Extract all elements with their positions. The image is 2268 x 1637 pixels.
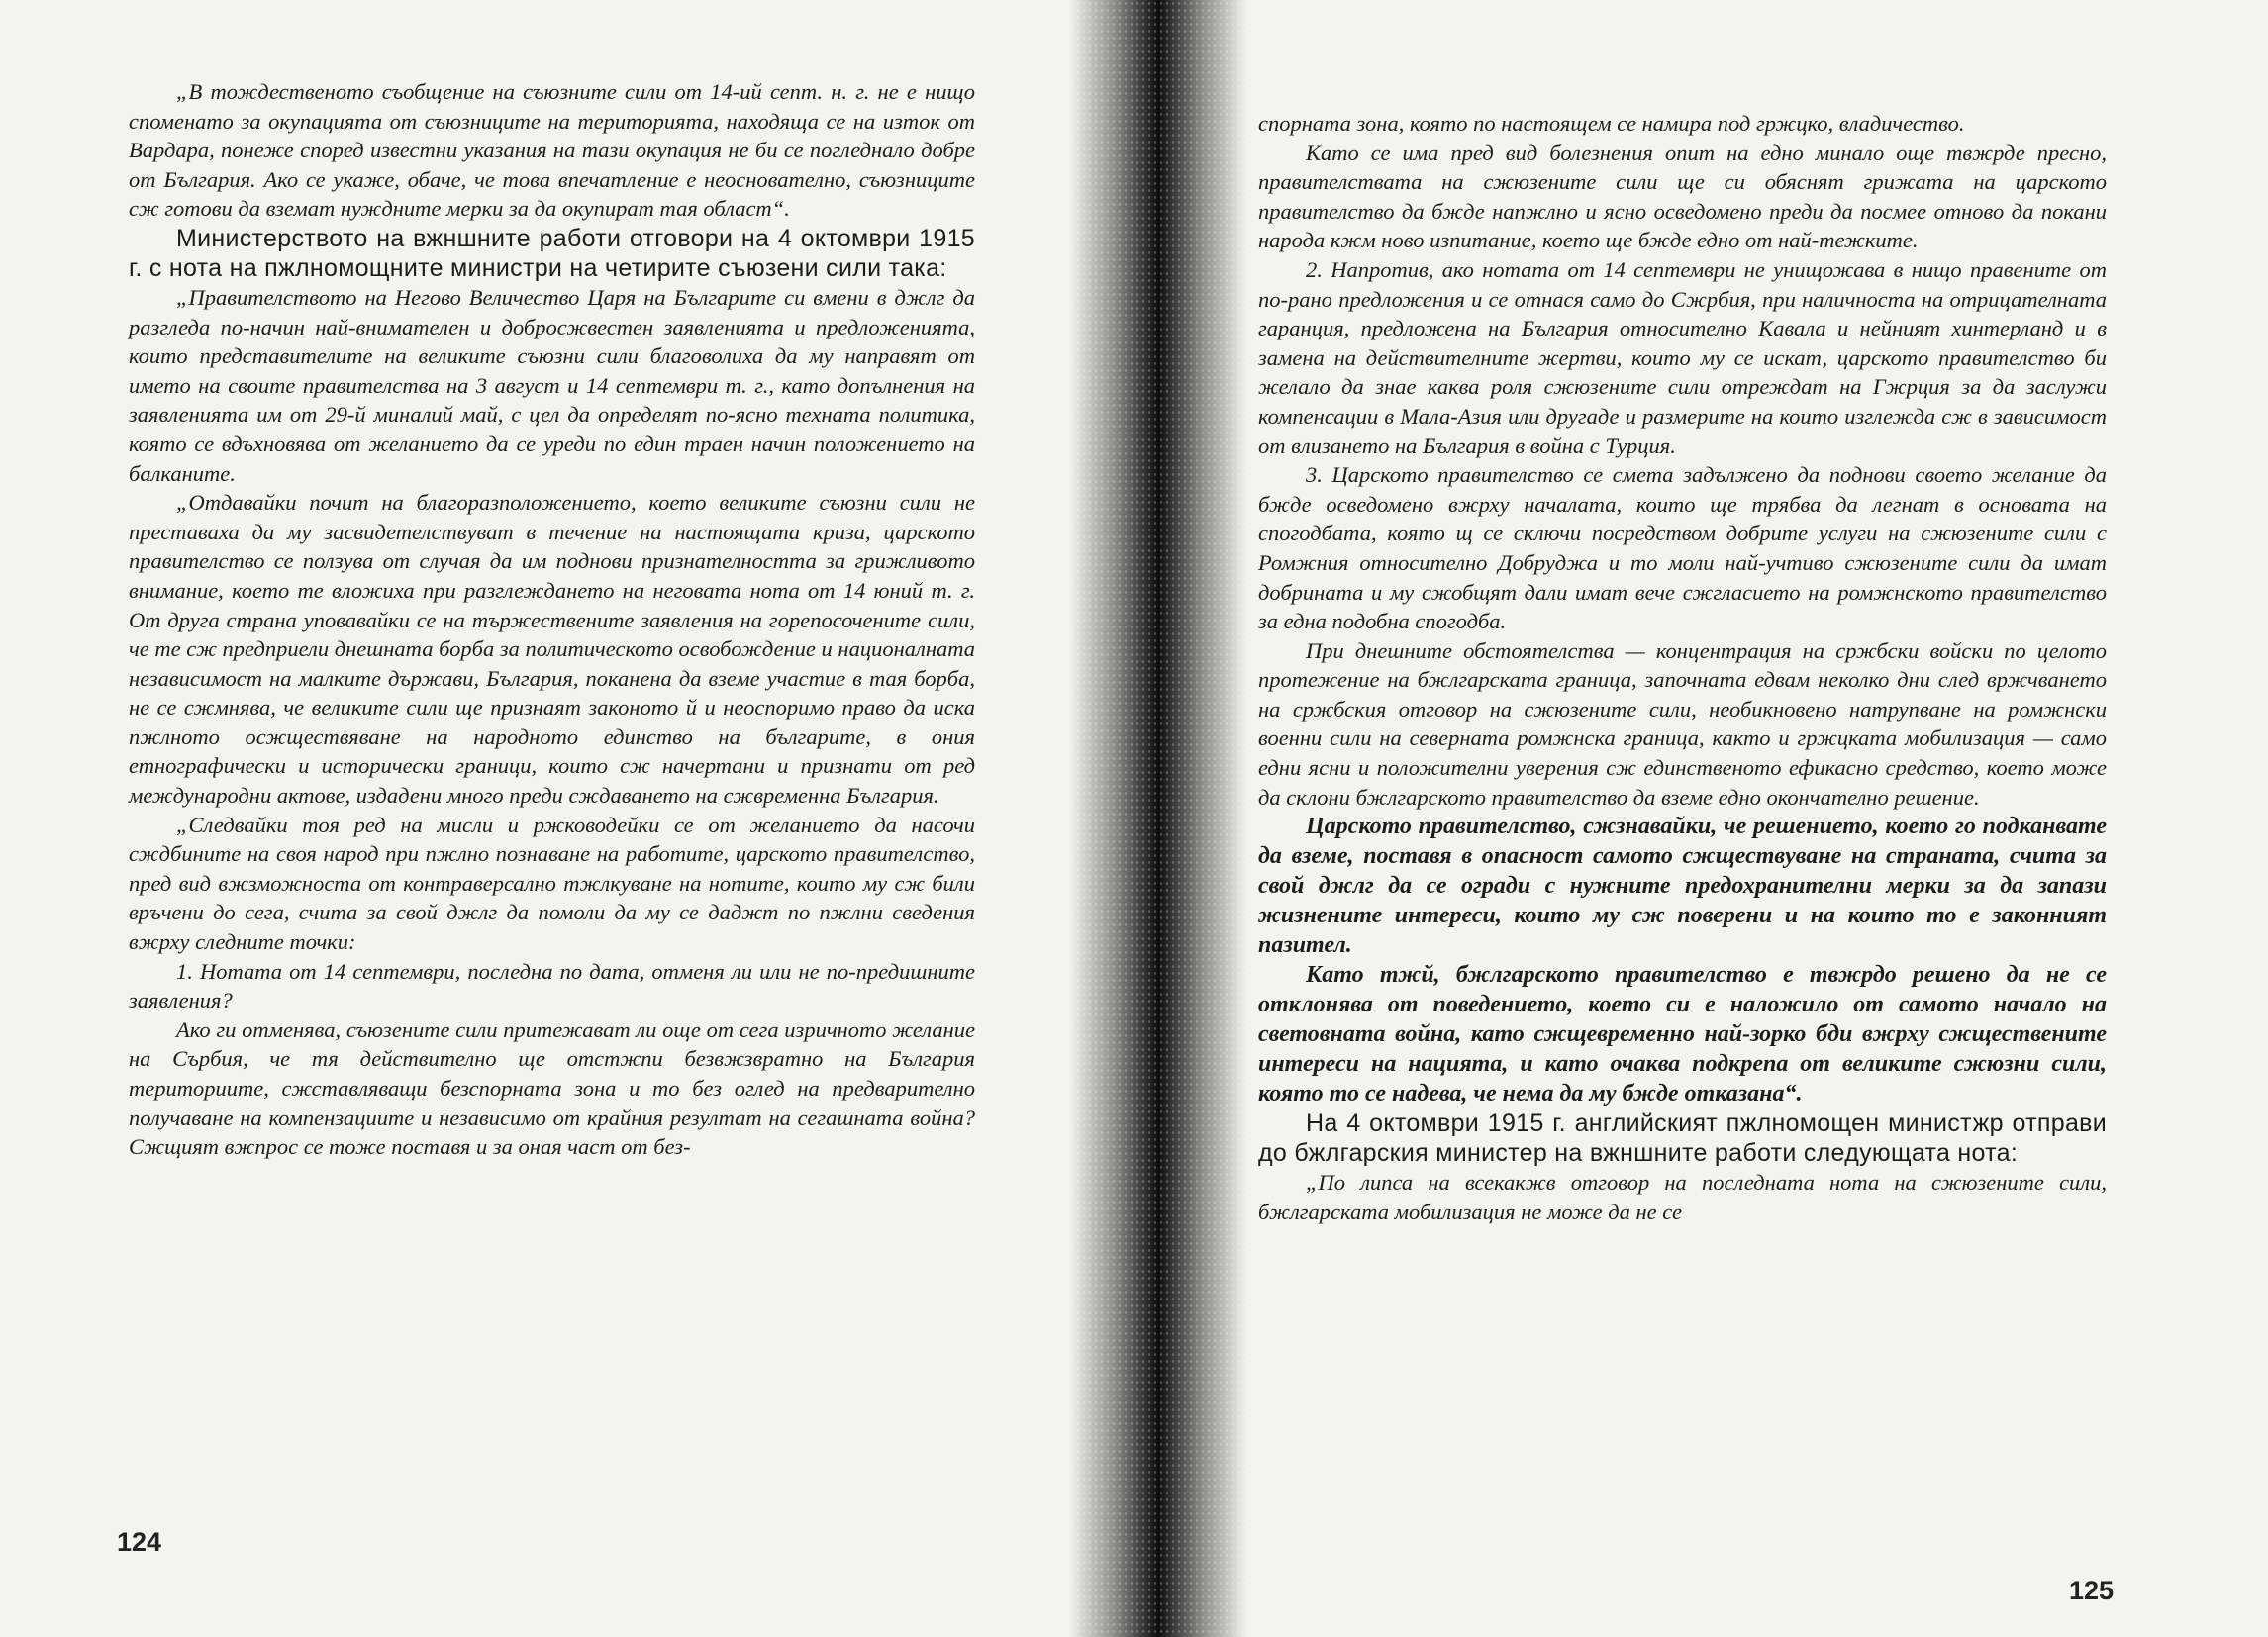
paragraph: При днешните обстоятелства — концентрация на сржбски войски по целото протежение на бжлгарската граница, започната едвам неколко дни след вржчването на сржбския отговор на сжюзените сили, необикновено натрупване на ромжнски военни сили на северната ромжнска граница, както и гржцката мобилизация — само едни ясни и положителни уверения сж единственото ефикасно средство, което може да склони бжлгарското правителство да вземе едно окончателно решение. — [1258, 637, 2107, 810]
right-page — [1168, 0, 2268, 1637]
paragraph: „Отдавайки почит на благоразположението, което великите съюзни сили не преставаха да му засвидетелствуват в течение на настоящата криза, царското правителство се ползува от случая да им поднови признателността за грижливото внимание, което те вложиха при разглеждането на неговата нота от 14 юний т. г. От друга страна уповавайки се на тържествените заявления на горепосочените сили, че те сж предприели днешната борба за политическото освобождение и националната независимост на малките държави, България, поканена да вземе участие в тая борба, не се сжмнява, че великите сили ще признаят законото й и неоспоримо право да иска пжлното осжществяване на народното единство на българите, в ония етнографически и исторически граници, които сж начертани и признати от ред международни актове, издадени много преди сждаването на сжвременна България. — [129, 490, 975, 809]
paragraph: Ако ги отменява, съюзените сили притежават ли още от сега изричното желание на Сърбия, че тя действително ще отстжпи безвжзвратно на България териториите, сжставляващи безспорната зона и то без оглед на предварително получаване на компензациите и независимо от крайния резултат на сегашната война? Сжщият вжпрос се тоже поставя и за оная част от без- — [129, 1016, 975, 1160]
left-page-text-column — [129, 77, 975, 1162]
left-page — [0, 0, 1089, 1637]
page-number: 125 — [2069, 1576, 2115, 1605]
paragraph: Царското правителство, сжзнавайки, че решението, което го подканвате да вземе, поставя в опасност самото сжществуване на страната, счита за свой джлг да се огради с нужните предохранителни мерки за да запази жизнените интереси, които му сж поверени и на които то е законният пазител. — [1258, 814, 2107, 959]
paragraph: „Следвайки тоя ред на мисли и ржководейки се от желанието да насочи сждбините на своя народ при пжлно познаване на работите, царското правителство, пред вид вжзможноста от контраверсално тжлкуване на нотите, които му сж били връчени до сега, счита за свой джлг да помоли да му се даджт по пжлни сведения вжрху следните точки: — [129, 812, 975, 955]
paragraph: спорната зона, която по настоящем се намира под гржцко, владичество. — [1258, 111, 1965, 136]
paragraph: 1. Нотата от 14 септември, последна по дата, отменя ли или не по-предишните заявления? — [129, 958, 975, 1013]
paragraph: „По липса на всекакжв отговор на последната нота на сжюзените сили, бжлгарската мобилизация не може да не се — [1258, 1170, 2107, 1224]
paragraph: Като се има пред вид болезнения опит на едно минало още твжрде пресно, правителствата на сжюзените сили ще си обяснят грижата на царското правителство да бжде напжлно и ясно осведомено преди да посмее отново да покани народа кжм ново изпитание, което ще бжде едно от най-тежките. — [1258, 140, 2107, 253]
paragraph: 3. Царското правителство се смета задължено да поднови своето желание да бжде осведомено вжрху началата, които ще трябва да легнат в основата на спогодбата, която щ се сключи посредством добрите услуги на сжюзените сили с Ромжния относително Добруджа и то моли най-учтиво сжюзените сили да имат добрината и му сжобщят дали имат вече сжгласието на ромжнското правителство за една подобна спогодба. — [1258, 462, 2107, 634]
paragraph: „В тождественото съобщение на съюзните сили от 14-ий септ. н. г. не е нищо споменато за окупацията от съюзниците на територията, находяща се на изток от Вардара, понеже според известни указания на тази окупация не би се погледнало добре от България. Ако се укаже, обаче, че това впечатление е неоснователно, съюзниците сж готови да вземат нуждните мерки за да окупират тая област“. — [129, 79, 975, 222]
paragraph: Като тжй, бжлгарското правителство е твжрдо решено да не се отклонява от поведението, което си е наложило от самото начало на световната война, като сжщевременно най-зорко бди вжрху сжществените интереси на нацията, и като очаква подкрепа от великите сжюзни сили, която то се надева, че нема да му бжде отказана“. — [1258, 962, 2107, 1107]
paragraph: 2. Напротив, ако нотата от 14 септември не унищожава в нищо правените от по-рано предложения и се отнася само до Сжрбия, при наличноста на отрицателната гаранция, предложена на България относително Кавала и нейният хинтерланд и в замена на действителните жертви, които му се искат, царското правителство би желало да знае каква роля сжюзените сили отреждат на Гжрция за да заслужи компенсации в Мала-Азия или другаде и размерите на които изглежда сж в зависимост от влизането на България в война с Турция. — [1258, 256, 2107, 458]
paragraph: На 4 октомври 1915 г. английският пжлномощен министжр отправи до бжлгарския министер на вжншните работи следующата нота: — [1258, 1109, 2107, 1168]
paragraph: „Правителството на Негово Величество Царя на Българите си вмени в джлг да разгледа по-начин най-внимателен и добросжвестен заявленията и предложенията, които представителите на великите съюзни сили благоволиха да му направят от името на своите правителства на 3 август и 14 септември т. г., като допълнения на заявленията им от 29-й миналий май, с цел да определят по-ясно техната политика, която се вдъхновява от желанието да се уреди по един траен начин положението на балканите. — [129, 284, 975, 486]
page-number: 124 — [117, 1527, 162, 1557]
paragraph: Министерството на вжншните работи отговори на 4 октомври 1915 г. с нота на пжлномощните министри на четирите съюзени сили така: — [129, 224, 975, 282]
right-page-text-column — [1258, 109, 2107, 1226]
